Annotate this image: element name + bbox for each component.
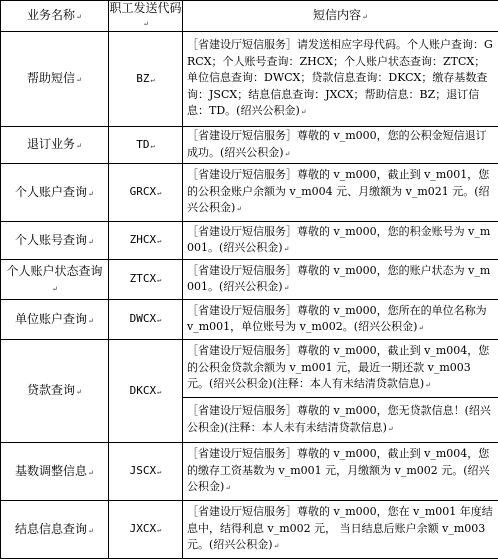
sms-content-cell: ［省建设厅短信服务］请发送相应字母代码。个人账户查询：GRCX；个人账号查询：ZHCX；个人账户状态查询：ZTCX；单位信息查询：DWCX；贷款信息查询：DKCX；缴存基数查询：JSCX；结息信息查询：JXCX；帮助信息：BZ；退订信息：TD。(绍兴公积金)↵ <box>183 32 498 127</box>
table-row <box>1 300 498 340</box>
sms-content-cell: ［省建设厅短信服务］尊敬的 v_m000，截止到 v_m004，您的缴存工资基数为 v_m001 元，月缴额为 v_m002 元。(绍兴公积金)↵ <box>183 443 498 501</box>
table-row <box>1 127 498 164</box>
send-code-cell: TD↵ <box>109 127 183 164</box>
table-header-row <box>1 1 498 32</box>
sms-content-cell: ［省建设厅短信服务］尊敬的 v_m000，截止到 v_m004，您的公积金贷款余额为 v_m001 元，最近一期还款 v_m003 元。(绍兴公积金)(注释：本人有未结清贷款信息)↵ <box>183 340 498 398</box>
table-row <box>1 260 498 300</box>
business-name-cell: 个人账户查询↵ <box>1 164 109 222</box>
header-business-name: 业务名称↵ <box>1 1 109 32</box>
send-code-cell: JSCX↵ <box>109 443 183 501</box>
sms-content-cell: ［省建设厅短信服务］尊敬的 v_m000，您在 v_m001 年度结息中，结得利息 v_m002 元， 当日结息后账户余额 v_m003 元。(绍兴公积金)↵ <box>183 501 498 559</box>
send-code-cell: BZ↵ <box>109 32 183 127</box>
send-code-cell: ZTCX↵ <box>109 260 183 300</box>
sms-content-cell: ［省建设厅短信服务］尊敬的 v_m000，您无贷款信息！(绍兴公积金)(注释：本人未有未结清贷款信息)↵ <box>183 398 498 443</box>
business-name-cell: 退订业务↵ <box>1 127 109 164</box>
sms-content-cell: ［省建设厅短信服务］尊敬的 v_m000，您的积金账号为 v_m001。(绍兴公积金)↵ <box>183 222 498 260</box>
send-code-cell: ZHCX↵ <box>109 222 183 260</box>
table-row <box>1 164 498 222</box>
table-row <box>1 443 498 501</box>
sms-content-cell: ［省建设厅短信服务］尊敬的 v_m000，截止到 v_m001，您的公积金账户余额为 v_m004 元、月缴额为 v_m021 元。(绍兴公积金)↵ <box>183 164 498 222</box>
business-name-cell: 单位账户查询↵ <box>1 300 109 340</box>
send-code-cell: DWCX↵ <box>109 300 183 340</box>
header-send-code: 职工发送代码↵ <box>109 1 183 32</box>
table-row <box>1 222 498 260</box>
table-row <box>1 340 498 398</box>
table-row <box>1 32 498 127</box>
business-name-cell: 结息信息查询↵ <box>1 501 109 559</box>
send-code-cell: DKCX↵ <box>109 340 183 443</box>
sms-content-cell: ［省建设厅短信服务］尊敬的 v_m000，您的账户状态为 v_m001。(绍兴公积金)↵ <box>183 260 498 300</box>
sms-content-cell: ［省建设厅短信服务］尊敬的 v_m000，您所在的单位名称为 v_m001，单位账号为 v_m002。(绍兴公积金)↵ <box>183 300 498 340</box>
business-name-cell: 个人账号查询↵ <box>1 222 109 260</box>
table-row <box>1 501 498 559</box>
business-name-cell: 基数调整信息↵ <box>1 443 109 501</box>
sms-content-cell: ［省建设厅短信服务］尊敬的 v_m000，您的公积金短信退订成功。(绍兴公积金)↵ <box>183 127 498 164</box>
header-sms-content: 短信内容↵ <box>183 1 498 32</box>
business-name-cell: 贷款查询↵ <box>1 340 109 443</box>
send-code-cell: JXCX↵ <box>109 501 183 559</box>
business-name-cell: 帮助短信↵ <box>1 32 109 127</box>
send-code-cell: GRCX↵ <box>109 164 183 222</box>
business-name-cell: 个人账户状态查询↵ <box>1 260 109 300</box>
